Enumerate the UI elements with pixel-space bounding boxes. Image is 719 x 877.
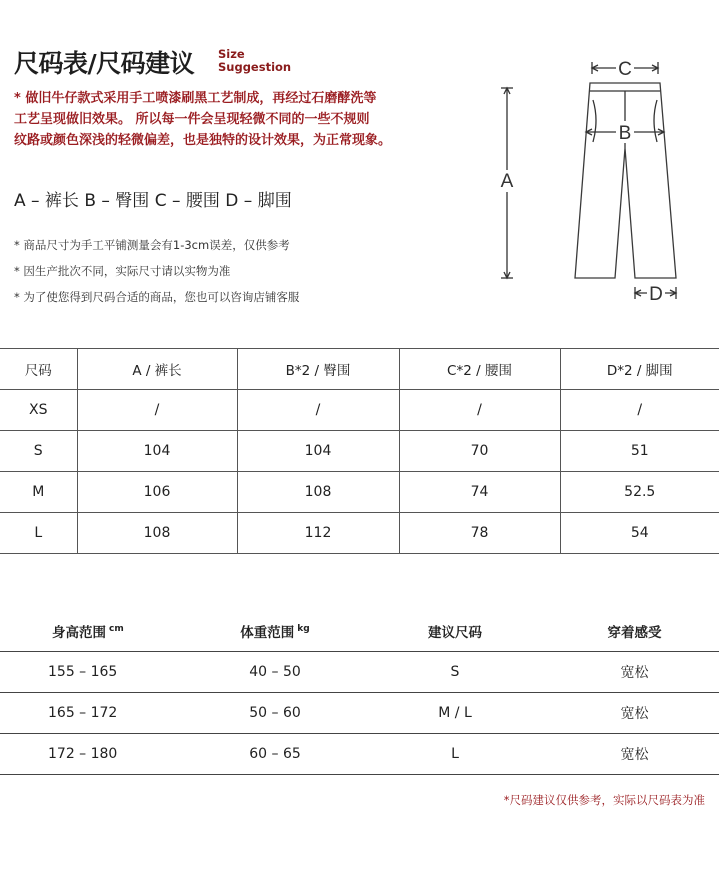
craft-note bbox=[14, 88, 484, 151]
title-en-suggestion: Suggestion bbox=[218, 60, 292, 74]
cell: S bbox=[360, 652, 550, 693]
measurement-notes bbox=[14, 232, 299, 310]
label-c: C bbox=[618, 59, 632, 80]
page-title-en bbox=[218, 48, 291, 74]
craft-note-line: 纹路或颜色深浅的轻微偏差，也是独特的设计效果，为正常现象。 bbox=[14, 133, 392, 148]
label-a: A bbox=[500, 171, 514, 192]
cell: M bbox=[0, 472, 77, 513]
header-height bbox=[0, 611, 190, 652]
craft-note-line: * 做旧牛仔款式采用手工喷漆刷黑工艺制成，再经过石磨酵洗等 bbox=[14, 91, 377, 106]
cell: L bbox=[0, 513, 77, 554]
title-en-size: Size bbox=[218, 47, 245, 61]
craft-note-line: 工艺呈现做旧效果。 所以每一件会呈现轻微不同的一些不规则 bbox=[14, 112, 370, 127]
header-size: 尺码 bbox=[0, 349, 77, 390]
page-title: 尺码表/尺码建议 bbox=[14, 49, 195, 78]
cell: / bbox=[237, 390, 399, 431]
cell: 60 – 65 bbox=[190, 734, 360, 775]
cell: M / L bbox=[360, 693, 550, 734]
cell: 51 bbox=[560, 431, 719, 472]
cell: / bbox=[77, 390, 237, 431]
cell: 165 – 172 bbox=[0, 693, 190, 734]
cell: 宽松 bbox=[550, 693, 719, 734]
measurement-note: * 商品尺寸为手工平铺测量会有1-3cm误差，仅供参考 bbox=[14, 238, 290, 252]
unit-cm: cm bbox=[109, 624, 124, 634]
cell: 112 bbox=[237, 513, 399, 554]
table-row bbox=[0, 734, 719, 775]
header-waist: C*2 / 腰围 bbox=[399, 349, 560, 390]
header-height-label: 身高范围 bbox=[52, 625, 106, 641]
header-weight bbox=[190, 611, 360, 652]
cell: L bbox=[360, 734, 550, 775]
cell: S bbox=[0, 431, 77, 472]
unit-kg: kg bbox=[297, 624, 310, 634]
fit-table-header bbox=[0, 611, 719, 652]
header-length: A / 裤长 bbox=[77, 349, 237, 390]
table-row bbox=[0, 693, 719, 734]
table-row bbox=[0, 513, 719, 554]
cell: 106 bbox=[77, 472, 237, 513]
cell: / bbox=[399, 390, 560, 431]
cell: 50 – 60 bbox=[190, 693, 360, 734]
pants-diagram bbox=[495, 50, 715, 310]
measurement-note: * 为了使您得到尺码合适的商品，您也可以咨询店铺客服 bbox=[14, 290, 300, 304]
cell: 宽松 bbox=[550, 734, 719, 775]
cell: 108 bbox=[237, 472, 399, 513]
header-weight-label: 体重范围 bbox=[240, 625, 295, 641]
measurement-note: * 因生产批次不同，实际尺寸请以实物为准 bbox=[14, 264, 231, 278]
table-row bbox=[0, 390, 719, 431]
cell: 172 – 180 bbox=[0, 734, 190, 775]
measurement-legend: A – 裤长 B – 臀围 C – 腰围 D – 脚围 bbox=[14, 191, 292, 211]
cell: 70 bbox=[399, 431, 560, 472]
footer-note: *尺码建议仅供参考，实际以尺码表为准 bbox=[503, 793, 705, 807]
size-table bbox=[0, 348, 719, 554]
size-table-header bbox=[0, 349, 719, 390]
header-leg-opening: D*2 / 脚围 bbox=[560, 349, 719, 390]
cell: 155 – 165 bbox=[0, 652, 190, 693]
table-row bbox=[0, 431, 719, 472]
cell: 104 bbox=[237, 431, 399, 472]
header-fit-feel: 穿着感受 bbox=[550, 611, 719, 652]
table-row bbox=[0, 472, 719, 513]
cell: 52.5 bbox=[560, 472, 719, 513]
table-row bbox=[0, 652, 719, 693]
cell: 40 – 50 bbox=[190, 652, 360, 693]
cell: 54 bbox=[560, 513, 719, 554]
cell: 108 bbox=[77, 513, 237, 554]
label-b: B bbox=[618, 123, 632, 144]
header-recommended-size: 建议尺码 bbox=[360, 611, 550, 652]
label-d: D bbox=[649, 284, 663, 305]
cell: 104 bbox=[77, 431, 237, 472]
cell: 74 bbox=[399, 472, 560, 513]
cell: XS bbox=[0, 390, 77, 431]
fit-table bbox=[0, 611, 719, 775]
cell: 宽松 bbox=[550, 652, 719, 693]
cell: 78 bbox=[399, 513, 560, 554]
header-hip: B*2 / 臀围 bbox=[237, 349, 399, 390]
cell: / bbox=[560, 390, 719, 431]
